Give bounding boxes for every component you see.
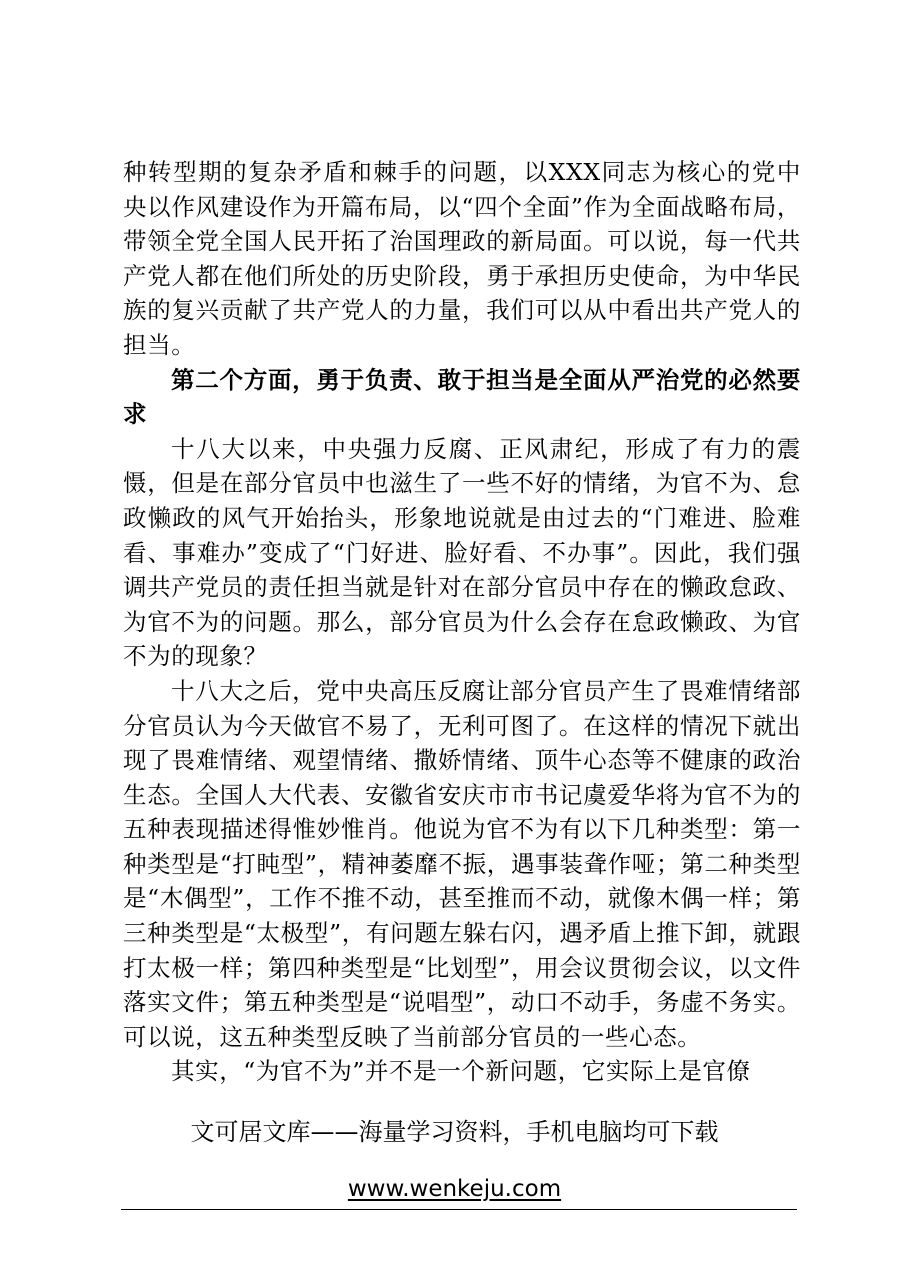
paragraph-five-types: 十八大之后，党中央高压反腐让部分官员产生了畏难情绪部分官员认为今天做官不易了，无利可图了。在这样的情况下就出现了畏难情绪、观望情绪、撒娇情绪、顶牛心态等不健康的政治生态。全国人大代表、安徽省安庆市市书记虞爱华将为官不为的五种表现描述得惟妙惟肖。他说为官不为有以下几种类型：第一种类型是“打盹型”，精神萎靡不振，遇事装聋作哑；第二种类型是“木偶型”，工作不推不动，甚至推而不动，就像木偶一样；第三种类型是“太极型”，有问题左躲右闪，遇矛盾上推下卸，就跟打太极一样；第四种类型是“比划型”，用会议贯彻会议，以文件落实文件；第五种类型是“说唱型”，动口不动手，务虚不务实。可以说，这五种类型反映了当前部分官员的一些心态。 <box>123 676 801 1051</box>
paragraph-continuation: 种转型期的复杂矛盾和棘手的问题，以XXX同志为核心的党中央以作风建设作为开篇布局，以“四个全面”作为全面战略布局，带领全党全国人民开拓了治国理政的新局面。可以说，每一代共产党人都在他们所处的历史阶段，勇于承担历史使命，为中华民族的复兴贡献了共产党人的力量，我们可以从中看出共产党人的担当。 <box>123 158 801 359</box>
document-body <box>123 155 801 1089</box>
footer-url-link[interactable]: www.wenkeju.com <box>347 1176 562 1202</box>
footer-divider <box>121 1209 797 1210</box>
paragraph-bureaucracy: 其实，“为官不为”并不是一个新问题，它实际上是官僚 <box>171 1057 751 1086</box>
section-heading: 第二个方面，勇于负责、敢于担当是全面从严治党的必然要求 <box>123 365 801 429</box>
footer-slogan: 文可居文库——海量学习资料，手机电脑均可下载 <box>190 1118 719 1146</box>
paragraph-anti-corruption: 十八大以来，中央强力反腐、正风肃纪，形成了有力的震慑，但是在部分官员中也滋生了一些不好的情绪，为官不为、怠政懒政的风气开始抬头，形象地说就是由过去的“门难进、脸难看、事难办”变成了“门好进、脸好看、不办事”。因此，我们强调共产党员的责任担当就是针对在部分官员中存在的懒政怠政、为官不为的问题。那么，部分官员为什么会存在怠政懒政、为官不为的现象？ <box>123 434 801 671</box>
